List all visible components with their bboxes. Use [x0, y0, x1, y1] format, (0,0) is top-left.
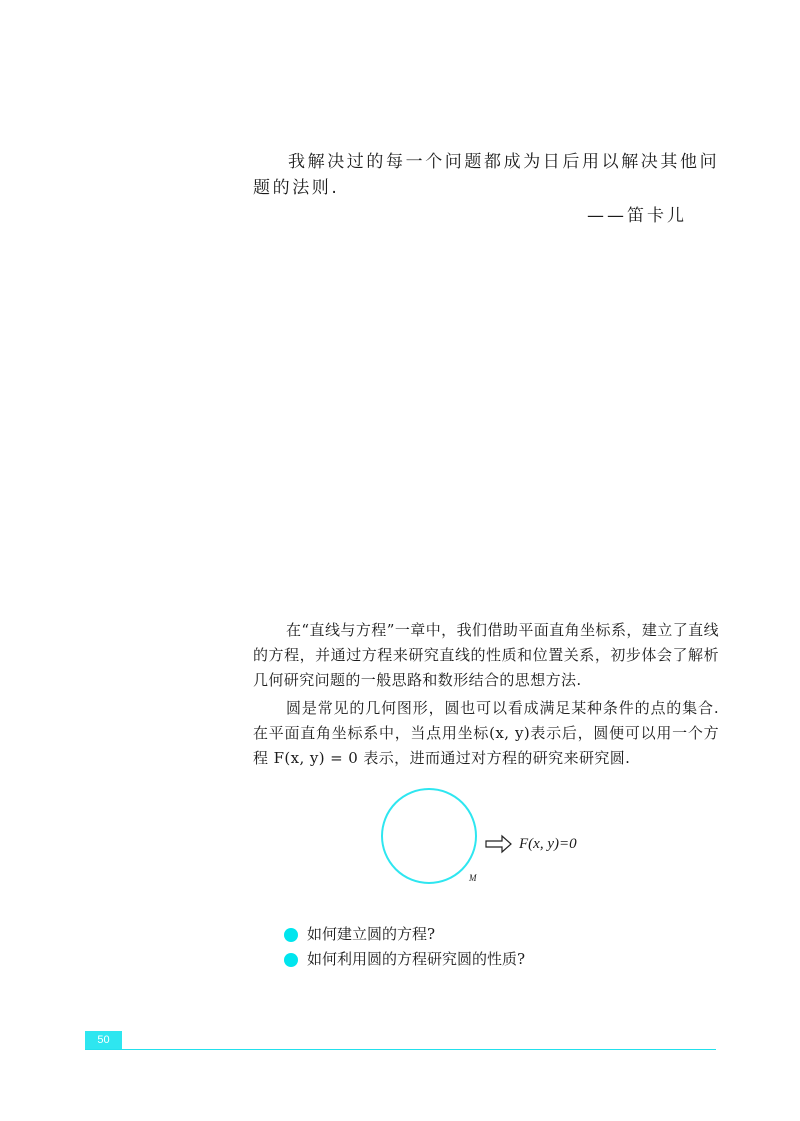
question-text: 如何建立圆的方程? [307, 925, 436, 943]
epigraph-attribution: ——笛卡儿 [587, 206, 687, 226]
circle-shape [382, 789, 476, 883]
footer-rule [85, 1049, 716, 1050]
guiding-questions [284, 922, 525, 972]
page-number: 50 [85, 1031, 122, 1049]
bullet-dot-icon [284, 953, 298, 967]
epigraph [253, 149, 723, 226]
question-item [284, 947, 525, 972]
question-text: 如何利用圆的方程研究圆的性质? [307, 950, 526, 968]
question-item [284, 922, 525, 947]
intro-paragraph-1: 在“直线与方程”一章中，我们借助平面直角坐标系，建立了直线的方程，并通过方程来研究直线的性质和位置关系，初步体会了解析几何研究问题的一般思路和数形结合的思想方法. [253, 621, 719, 689]
bullet-dot-icon [284, 928, 298, 942]
implies-arrow-icon [486, 836, 511, 852]
epigraph-text: 我解决过的每一个问题都成为日后用以解决其他问题的法则. [253, 152, 720, 198]
equation-label: F(x, y)=0 [519, 836, 577, 852]
point-m-label: M [469, 873, 477, 883]
introduction-text [253, 618, 719, 771]
circle-equation-figure [370, 786, 610, 896]
intro-paragraph-2: 圆是常见的几何图形，圆也可以看成满足某种条件的点的集合.在平面直角坐标系中，当点用坐标(x, y)表示后，圆便可以用一个方程 F(x, y) = 0 表示，进而通过对方程的研究来研究圆. [253, 699, 719, 767]
